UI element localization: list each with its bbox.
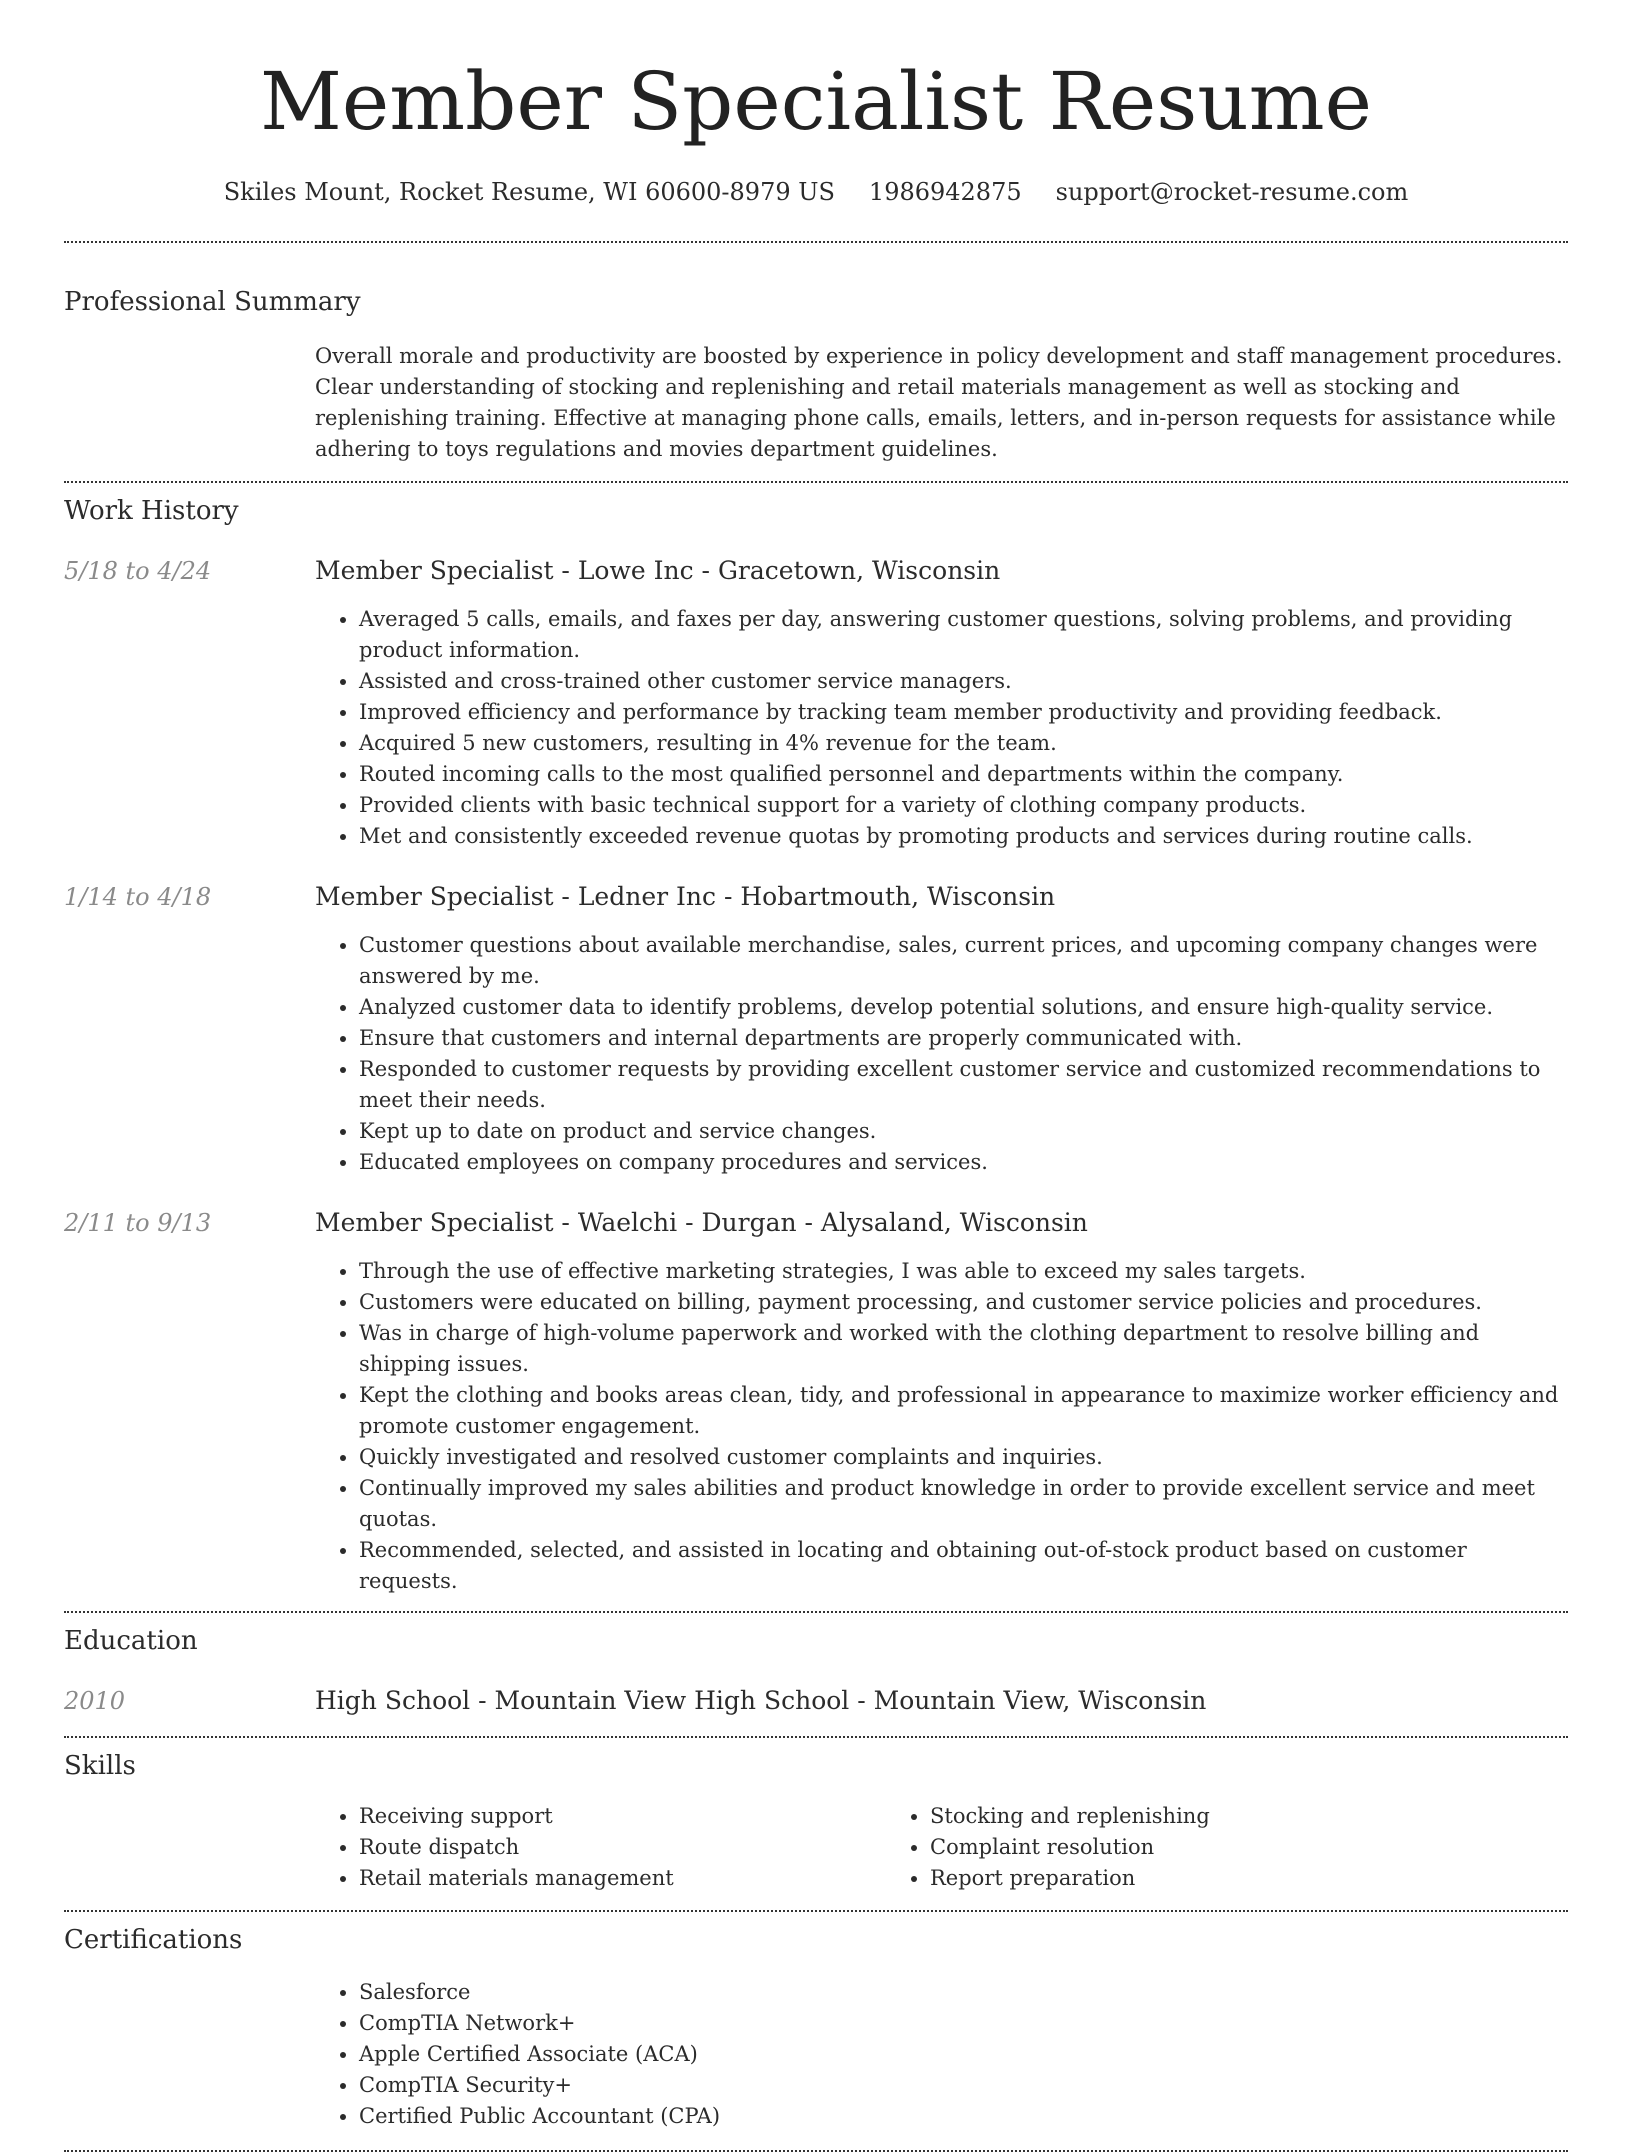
list-item: • Customer questions about available merchandise, sales, current prices, and upcoming company changes were answered by me.: [359, 930, 1568, 992]
job-title: Member Specialist - Lowe Inc - Gracetown, Wisconsin: [315, 556, 1001, 585]
list-item: • Assisted and cross-trained other customer service managers.: [359, 666, 1568, 697]
work-history-section: [64, 483, 1568, 1611]
list-item: • Provided clients with basic technical support for a variety of clothing company products.: [359, 790, 1568, 821]
list-item: • Through the use of effective marketing strategies, I was able to exceed my sales targets.: [359, 1256, 1568, 1287]
list-item: • Educated employees on company procedures and services.: [359, 1147, 1568, 1178]
job-title: Member Specialist - Waelchi - Durgan - Alysaland, Wisconsin: [315, 1208, 1088, 1237]
section-title-summary: Professional Summary: [64, 287, 361, 317]
job-dates: 1/14 to 4/18: [64, 883, 212, 911]
list-item: • Kept up to date on product and service changes.: [359, 1116, 1568, 1147]
list-item: • Acquired 5 new customers, resulting in 4% revenue for the team.: [359, 728, 1568, 759]
list-item: • Analyzed customer data to identify problems, develop potential solutions, and ensure high-quality service.: [359, 992, 1568, 1023]
resume-title: Member Specialist Resume: [260, 55, 1372, 148]
education-entry: [64, 1686, 1568, 1736]
section-title-certifications: Certifications: [64, 1925, 243, 1955]
education-title: High School - Mountain View High School - Mountain View, Wisconsin: [315, 1686, 1207, 1715]
list-item: • Routed incoming calls to the most qualified personnel and departments within the company.: [359, 759, 1568, 790]
skills-list: [315, 1801, 1568, 1910]
list-item: • Kept the clothing and books areas clean, tidy, and professional in appearance to maximize worker efficiency and promote customer engagement.: [359, 1380, 1568, 1442]
job-entry: [64, 556, 1568, 852]
list-item: • Averaged 5 calls, emails, and faxes per day, answering customer questions, solving problems, and providing product information.: [359, 604, 1568, 666]
summary-text: Overall morale and productivity are boosted by experience in policy development and staff management procedures. Clear understanding of stocking and replenishing and retail materials management as well as stocking and replenishing training. Effective at managing phone calls, emails, letters, and in-person requests for assistance while adhering to toys regulations and movies department guidelines.: [315, 344, 1563, 461]
list-item: • Responded to customer requests by providing excellent customer service and customized recommendations to meet their needs.: [359, 1054, 1568, 1116]
section-title-education: Education: [64, 1626, 198, 1656]
section-title-work: Work History: [64, 496, 239, 526]
list-item: • Stocking and replenishing: [930, 1801, 1457, 1832]
certifications-list: [315, 1977, 1568, 2132]
list-item: • Apple Certified Associate (ACA): [359, 2039, 1568, 2070]
list-item: • CompTIA Security+: [359, 2070, 1568, 2101]
contact-email: support@rocket-resume.com: [1055, 178, 1409, 206]
job-entry: [64, 1208, 1568, 1597]
certifications-section: [64, 1912, 1568, 2132]
job-bullets: [315, 604, 1568, 852]
list-item: • Complaint resolution: [930, 1832, 1457, 1863]
job-bullets: [315, 1256, 1568, 1597]
job-entry: [64, 882, 1568, 1178]
list-item: • Certified Public Accountant (CPA): [359, 2101, 1568, 2132]
list-item: • Receiving support: [359, 1801, 886, 1832]
education-section: [64, 1613, 1568, 1736]
job-bullets: [315, 930, 1568, 1178]
list-item: • Met and consistently exceeded revenue quotas by promoting products and services during routine calls.: [359, 821, 1568, 852]
list-item: • Was in charge of high-volume paperwork and worked with the clothing department to resolve billing and shipping issues.: [359, 1318, 1568, 1380]
list-item: • Retail materials management: [359, 1863, 886, 1894]
list-item: • Continually improved my sales abilities and product knowledge in order to provide excellent service and meet quotas.: [359, 1473, 1568, 1535]
list-item: • Ensure that customers and internal departments are properly communicated with.: [359, 1023, 1568, 1054]
contact-address: Skiles Mount, Rocket Resume, WI 60600-8979 US: [223, 178, 835, 206]
job-title: Member Specialist - Ledner Inc - Hobartmouth, Wisconsin: [315, 882, 1056, 911]
list-item: • Improved efficiency and performance by tracking team member productivity and providing feedback.: [359, 697, 1568, 728]
skills-section: [64, 1738, 1568, 1910]
contact-phone: 1986942875: [868, 178, 1022, 206]
list-item: • Customers were educated on billing, payment processing, and customer service policies and procedures.: [359, 1287, 1568, 1318]
list-item: • Route dispatch: [359, 1832, 886, 1863]
job-dates: 2/11 to 9/13: [64, 1209, 212, 1237]
list-item: • Quickly investigated and resolved customer complaints and inquiries.: [359, 1442, 1568, 1473]
divider: [64, 241, 1568, 243]
section-title-skills: Skills: [64, 1751, 136, 1781]
list-item: • Recommended, selected, and assisted in locating and obtaining out-of-stock product based on customer requests.: [359, 1535, 1568, 1597]
list-item: • Salesforce: [359, 1977, 1568, 2008]
job-dates: 5/18 to 4/24: [64, 557, 212, 585]
skills-column-right: [886, 1801, 1457, 1894]
list-item: • CompTIA Network+: [359, 2008, 1568, 2039]
list-item: • Report preparation: [930, 1863, 1457, 1894]
skills-column-left: [315, 1801, 886, 1894]
education-year: 2010: [64, 1687, 126, 1715]
contact-line: [64, 178, 1568, 206]
